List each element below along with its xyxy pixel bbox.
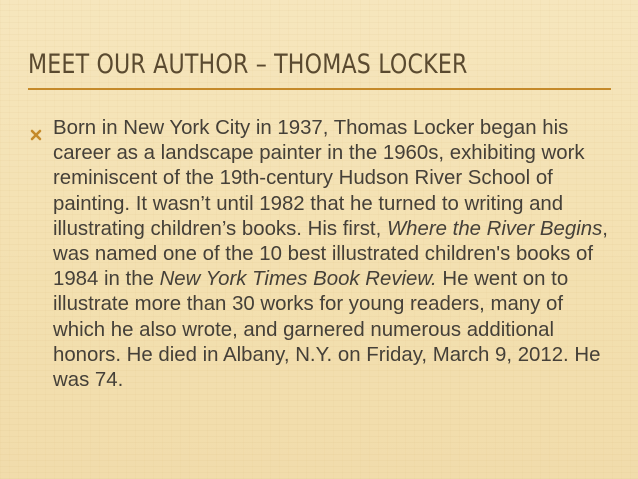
slide-title: MEET OUR AUTHOR – THOMAS LOCKER — [28, 49, 468, 80]
bio-text-part-2: , was named one of the 10 best illustrated children's books of 1984 in the — [53, 217, 608, 291]
x-mark-icon — [30, 129, 42, 141]
bio-text-part-3: He went on to illustrate more than 30 works for young readers, many of which he also wrote, and garnered numerous additional honors. He died in Albany, N.Y. on Friday, March 9, 2012. He was 74. — [53, 268, 601, 392]
bio-text-part-1: Born in New York City in 1937, Thomas Locker began his career as a landscape painter in the 1960s, exhibiting work reminiscent of the 19th-century Hudson River School of painting. It wasn’t until 1982 that he turned to writing and illustrating children’s books. His first, — [53, 117, 585, 240]
author-bio-paragraph — [53, 116, 618, 393]
review-title: New York Times Book Review. — [159, 268, 437, 291]
title-divider — [28, 88, 611, 90]
book-title: Where the River Begins — [386, 217, 603, 240]
